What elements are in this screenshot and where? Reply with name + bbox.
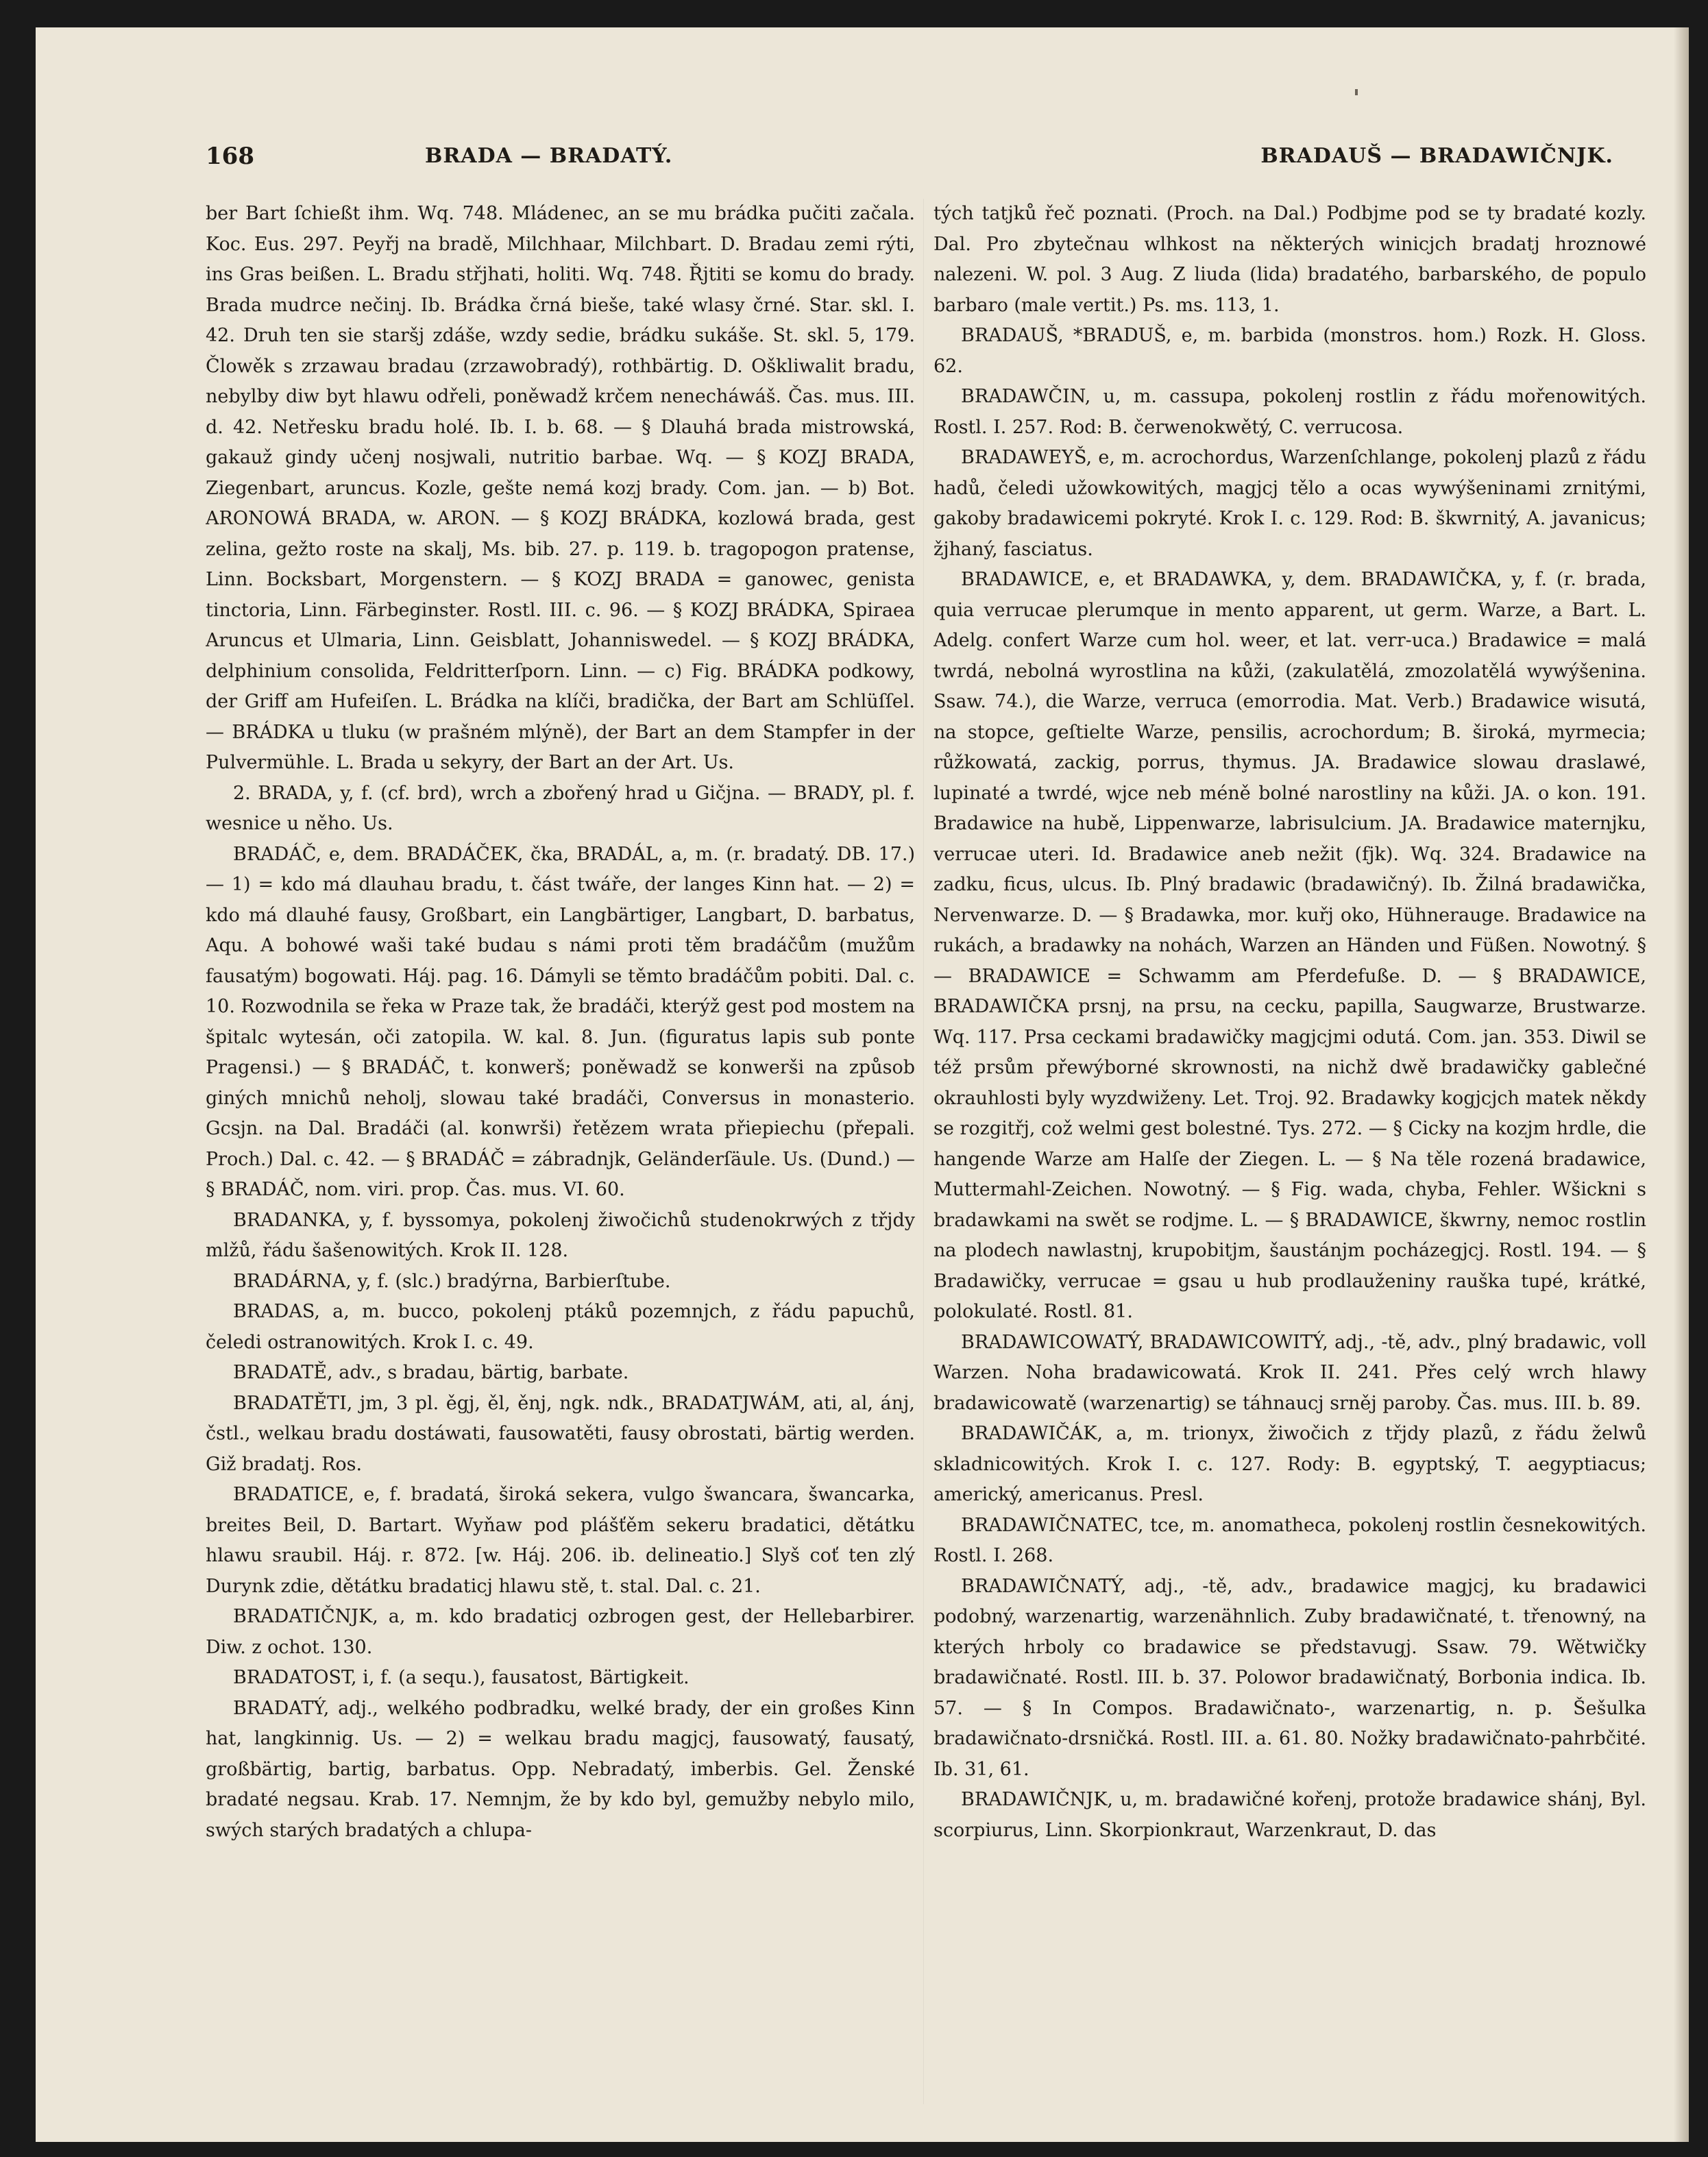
entry-paragraph: BRADATĚ, adv., s bradau, bärtig, barbate.	[233, 1362, 629, 1383]
page-number: 168	[206, 143, 254, 170]
entry-paragraph: BRADAS, a, m. bucco, pokolenj ptáků pozemnjch, z řádu papuchů, čeledi ostranowitých. Krok I. c. 49.	[206, 1301, 915, 1353]
right-column	[934, 199, 1646, 2111]
entry-paragraph: BRADAWICE, e, et BRADAWKA, y, dem. BRADAWIČKA, y, f. (r. brada, quia verrucae plerumque in mento apparent, ut germ. Warze, a Bart. L. Adelg. confert Warze cum hol. weer, et lat. verr-uca.) Bradawice = malá twrdá, nebolná wyrostlina na kůži, (zakulatělá, zmozolatělá wywýšenina. Ssaw. 74.), die Warze, verruca (emorrodia. Mat. Verb.) Bradawice wisutá, na stopce, geſtielte Warze, pensilis, acrochordum; B. široká, myrmecia; růžkowatá, zackig, porrus, thymus. JA. Bradawice slowau draslawé, lupinaté a twrdé, wjce neb méně bolné narostliny na kůži. JA. o kon. 191. Bradawice na hubě, Lippenwarze, labrisulcium. JA. Bradawice maternjku, verrucae uteri. Id. Bradawice aneb nežit (fjk). Wq. 324. Bradawice na zadku, ficus, ulcus. Ib. Plný bradawic (bradawičný). Ib. Žilná bradawička, Nervenwarze. D. — § Bradawka, mor. kuřj oko, Hühnerauge. Bradawice na rukách, a bradawky na nohách, Warzen an Händen und Füßen. Nowotný. § — BRADAWICE = Schwamm am Pferdefuße. D. — § BRADAWICE, BRADAWIČKA prsnj, na prsu, na cecku, papilla, Saugwarze, Brustwarze. Wq. 117. Prsa ceckami bradawičky magjcjmi odutá. Com. jan. 353. Diwil se též prsům přewýborné skrownosti, na nichž dwě bradawičky gablečné okrauhlosti byly wyzdwiženy. Let. Troj. 92. Bradawky kogjcjch matek někdy se rozgitřj, což welmi gest bolestné. Tys. 272. — § Cicky na kozjm hrdle, die hangende Warze am Halſe der Ziegen. L. — § Na těle rozená bradawice, Muttermahl-Zeichen. Nowotný. — § Fig. wada, chyba, Fehler. Wšickni s bradawkami na swět se rodjme. L. — § BRADAWICE, škwrny, nemoc rostlin na plodech nawlastnj, krupobitjm, šaustánjm pocházegjcj. Rostl. 194. — § Bradawičky, verrucae = gsau u hub prodlauženiny rauška tupé, krátké, polokulaté. Rostl. 81.	[934, 569, 1646, 1322]
entry-paragraph: BRADAWČIN, u, m. cassupa, pokolenj rostlin z řádu mořenowitých. Rostl. I. 257. Rod: B. čerwenokwětý, C. verrucosa.	[934, 386, 1646, 438]
entry-paragraph: ber Bart ſchießt ihm. Wq. 748. Mládenec, an se mu brádka pučiti začala. Koc. Eus. 297. Peyřj na bradě, Milchhaar, Milchbart. D. Bradau zemi rýti, ins Gras beißen. L. Bradu střjhati, holiti. Wq. 748. Řjtiti se komu do brady. Brada mudrce nečinj. Ib. Brádka črná bieše, také wlasy črné. Star. skl. I. 42. Druh ten sie staršj zdáše, wzdy sedie, brádku sukáše. St. skl. 5, 179. Člowěk s zrzawau bradau (zrzawobradý), rothbärtig. D. Oškliwalit bradu, nebylby diw byt hlawu odřeli, poněwadž krčem nenecháwáš. Čas. mus. III. d. 42. Netřesku bradu holé. Ib. I. b. 68. — § Dlauhá brada mistrowská, gakauž gindy učenj nosjwali, nutritio barbae. Wq. — § KOZJ BRADA, Ziegenbart, aruncus. Kozle, gešte nemá kozj brady. Com. jan. — b) Bot. ARONOWÁ BRADA, w. ARON. — § KOZJ BRÁDKA, kozlowá brada, gest zelina, gežto roste na skalj, Ms. bib. 27. p. 119. b. tragopogon pratense, Linn. Bocksbart, Morgenstern. — § KOZJ BRADA = ganowec, genista tinctoria, Linn. Färbeginster. Rostl. III. c. 96. — § KOZJ BRÁDKA, Spiraea Aruncus et Ulmaria, Linn. Geisblatt, Johanniswedel. — § KOZJ BRÁDKA, delphinium consolida, Feldritterſporn. Linn. — c) Fig. BRÁDKA podkowy, der Griff am Hufeiſen. L. Brádka na klíči, bradička, der Bart am Schlüſſel. — BRÁDKA u tluku (w prašném mlýně), der Bart an dem Stampfer in der Pulvermühle. L. Brada u sekyry, der Bart an der Art. Us.	[206, 203, 915, 773]
entry-paragraph: BRADAWEYŠ, e, m. acrochordus, Warzenſchlange, pokolenj plazů z řádu hadů, čeledi užowkowitých, magjcj tělo a ocas wywýšeninami zrnitými, gakoby bradawicemi pokryté. Krok I. c. 129. Rod: B. škwrnitý, A. javanicus; žjhaný, fasciatus.	[934, 447, 1646, 560]
entry-paragraph: BRADÁRNA, y, f. (slc.) bradýrna, Barbierſtube.	[233, 1270, 671, 1292]
entry-paragraph: BRADÁČ, e, dem. BRADÁČEK, čka, BRADÁL, a, m. (r. bradatý. DB. 17.) — 1) = kdo má dlauhau bradu, t. část twáře, der langes Kinn hat. — 2) = kdo má dlauhé fausy, Großbart, ein Langbärtiger, Langbart, D. barbatus, Aqu. A bohowé waši také budau s námi proti těm bradáčům (mužům fausatým) bogowati. Háj. pag. 16. Dámyli se těmto bradáčům pobiti. Dal. c. 10. Rozwodnila se řeka w Praze tak, že bradáči, kterýž gest pod mostem na špitalc wytesán, oči zatopila. W. kal. 8. Jun. (figuratus lapis sub ponte Pragensi.) — § BRADÁČ, t. konwerš; poněwadž se konwerši na způsob giných mnichů neholj, slowau také bradáči, Conversus in monasterio. Gcsjn. na Dal. Bradáči (al. konwrši) řetězem wrata přiepiechu (přepali. Proch.) Dal. c. 42. — § BRADÁČ = zábradnjk, Geländerſäule. Us. (Dund.) — § BRADÁČ, nom. viri. prop. Čas. mus. VI. 60.	[206, 843, 915, 1200]
entry-paragraph: BRADAWICOWATÝ, BRADAWICOWITÝ, adj., -tě, adv., plný bradawic, voll Warzen. Noha bradawicowatá. Krok II. 241. Přes celý wrch hlawy bradawicowatě (warzenartig) se táhnaucj srněj paroby. Čas. mus. III. b. 89.	[934, 1331, 1646, 1414]
entry-paragraph: 2. BRADA, y, f. (cf. brd), wrch a zbořený hrad u Gičjna. — BRADY, pl. f. wesnice u něho. Us.	[206, 782, 915, 834]
entry-paragraph: BRADAWIČNATEC, tce, m. anomatheca, pokolenj rostlin česnekowitých. Rostl. I. 268.	[934, 1514, 1646, 1566]
entry-paragraph: BRADATĚTI, jm, 3 pl. ěgj, ěl, ěnj, ngk. ndk., BRADATJWÁM, ati, al, ánj, čstl., welkau bradu dostáwati, fausowatěti, fausy obrostati, bärtig werden. Giž bradatj. Ros.	[206, 1392, 915, 1475]
running-header	[206, 143, 1627, 184]
entry-paragraph: BRADAUŠ, *BRADUŠ, e, m. barbida (monstros. hom.) Rozk. H. Gloss. 62.	[934, 325, 1646, 377]
left-running-head: BRADA — BRADATÝ.	[425, 144, 673, 168]
left-column	[206, 199, 915, 2111]
entry-paragraph: BRADATÝ, adj., welkého podbradku, welké brady, der ein großes Kinn hat, langkinnig. Us. — 2) = welkau bradu magjcj, fausowatý, fausatý, großbärtig, bartig, barbatus. Opp. Nebradatý, imberbis. Gel. Ženské bradaté negsau. Krab. 17. Nemnjm, že by kdo byl, gemužby nebylo milo, swých starých bradatých a chlupa-	[206, 1697, 915, 1841]
paper-speck	[1355, 89, 1358, 95]
entry-paragraph: BRADATOST, i, f. (a sequ.), fausatost, Bärtigkeit.	[233, 1667, 690, 1688]
column-gutter	[923, 199, 924, 2104]
right-running-head: BRADAUŠ — BRADAWIČNJK.	[1260, 144, 1613, 168]
entry-paragraph: BRADAWIČNJK, u, m. bradawičné kořenj, protože bradawice shánj, Byl. scorpiurus, Linn. Skorpionkraut, Warzenkraut, D. das	[934, 1789, 1646, 1841]
entry-paragraph: BRADAWIČÁK, a, m. trionyx, žiwočich z třjdy plazů, z řádu želwů skladnicowitých. Krok I. c. 127. Rody: B. egyptský, T. aegyptiacus; americký, americanus. Presl.	[934, 1423, 1646, 1505]
dictionary-page	[36, 27, 1689, 2142]
entry-paragraph: BRADAWIČNATÝ, adj., -tě, adv., bradawice magjcj, ku bradawici podobný, warzenartig, warzenähnlich. Zuby bradawičnaté, t. třenowný, na kterých hrboly co bradawice se představugj. Ssaw. 79. Wětwičky bradawičnaté. Rostl. III. b. 37. Polowor bradawičnatý, Borbonia indica. Ib. 57. — § In Compos. Bradawičnato-, warzenartig, n. p. Šešulka bradawičnato-drsničká. Rostl. III. a. 61. 80. Nožky bradawičnato-pahrbčité. Ib. 31, 61.	[934, 1575, 1646, 1780]
entry-paragraph: BRADATIČNJK, a, m. kdo bradaticj ozbrogen gest, der Hellebarbirer. Diw. z ochot. 130.	[206, 1606, 915, 1658]
entry-paragraph: tých tatjků řeč poznati. (Proch. na Dal.) Podbjme pod se ty bradaté kozly. Dal. Pro zbytečnau wlhkost na některých winicjch bradatj hroznowé nalezeni. W. pol. 3 Aug. Z liuda (lida) bradatého, barbarského, de populo barbaro (male vertit.) Ps. ms. 113, 1.	[934, 203, 1646, 316]
entry-paragraph: BRADANKA, y, f. byssomya, pokolenj žiwočichů studenokrwých z třjdy mlžů, řádu šašenowitých. Krok II. 128.	[206, 1209, 915, 1261]
entry-paragraph: BRADATICE, e, f. bradatá, široká sekera, vulgo šwancara, šwancarka, breites Beil, D. Bartart. Wyňaw pod plášťěm sekeru bradatici, dětátku hlawu sraubil. Háj. r. 872. [w. Háj. 206. ib. delineatio.] Slyš coť ten zlý Durynk zdie, dětátku bradaticj hlawu stě, t. stal. Dal. c. 21.	[206, 1484, 915, 1597]
